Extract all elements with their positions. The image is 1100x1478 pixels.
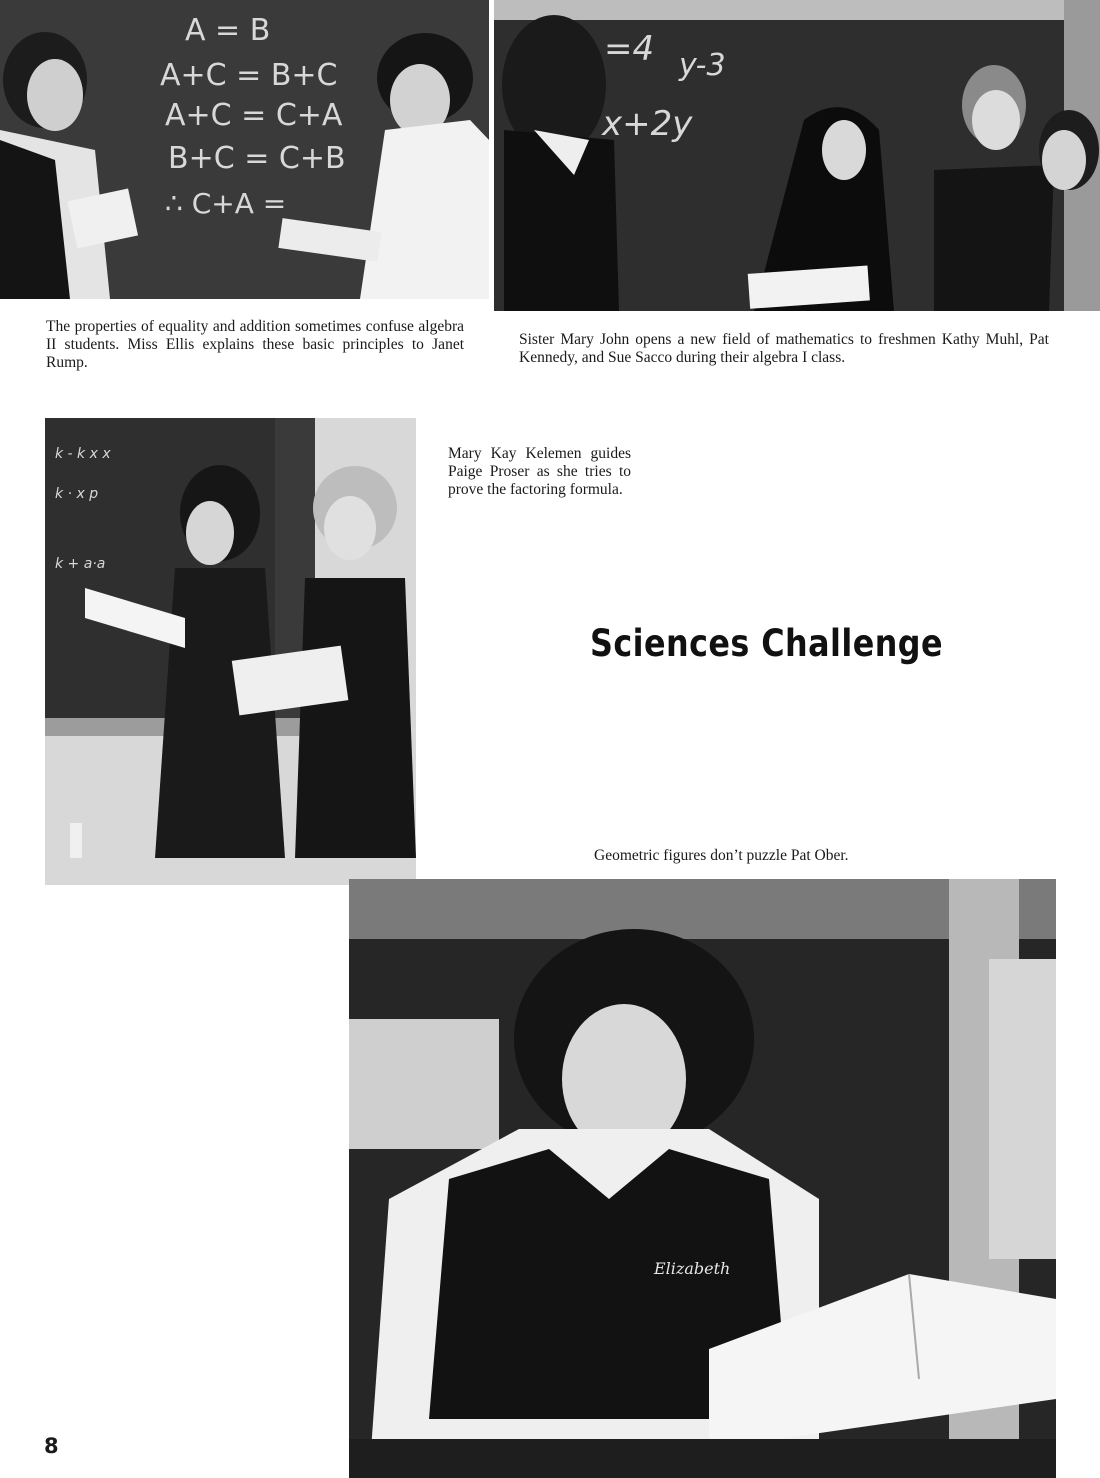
chalk-line-3: A+C = C+A (165, 98, 343, 133)
chalk-line-2: A+C = B+C (160, 58, 338, 93)
monogram: Elizabeth (654, 1259, 731, 1278)
caption-equality: The properties of equality and addition sometimes confuse algebra II students. Miss Ellis explains these basic principles to Janet Rump. (46, 318, 464, 371)
freshmen-algebra-photo (494, 0, 1100, 311)
caption-factoring: Mary Kay Kelemen guides Paige Proser as she tries to prove the factoring formula. (448, 445, 631, 498)
chalk-line-1: =4 (604, 29, 655, 69)
chalk-line-5: ∴ C+A = (165, 187, 287, 220)
factoring-formula-photo (45, 418, 416, 885)
section-heading: Sciences Challenge (590, 622, 944, 665)
caption-geometry: Geometric figures don’t puzzle Pat Ober. (594, 847, 849, 864)
page-number: 8 (44, 1434, 59, 1458)
svg-text:k - k x x: k - k x x (55, 446, 111, 462)
chalk-line-2: y-3 (679, 48, 726, 83)
svg-text:k + a·a: k + a·a (55, 556, 106, 572)
chalk-line-1: A = B (185, 13, 271, 48)
svg-text:k · x p: k · x p (55, 486, 99, 502)
student-figure-left (502, 15, 619, 311)
chalk-line-4: B+C = C+B (168, 141, 346, 176)
caption-freshmen: Sister Mary John opens a new field of mathematics to freshmen Kathy Muhl, Pat Kennedy, and Sue Sacco during their algebra I class. (519, 331, 1049, 366)
chalk-line-3: x+2y (602, 104, 693, 144)
geometry-student-photo (349, 879, 1056, 1478)
outlet-plate (70, 823, 82, 858)
equality-classroom-photo (0, 0, 489, 299)
